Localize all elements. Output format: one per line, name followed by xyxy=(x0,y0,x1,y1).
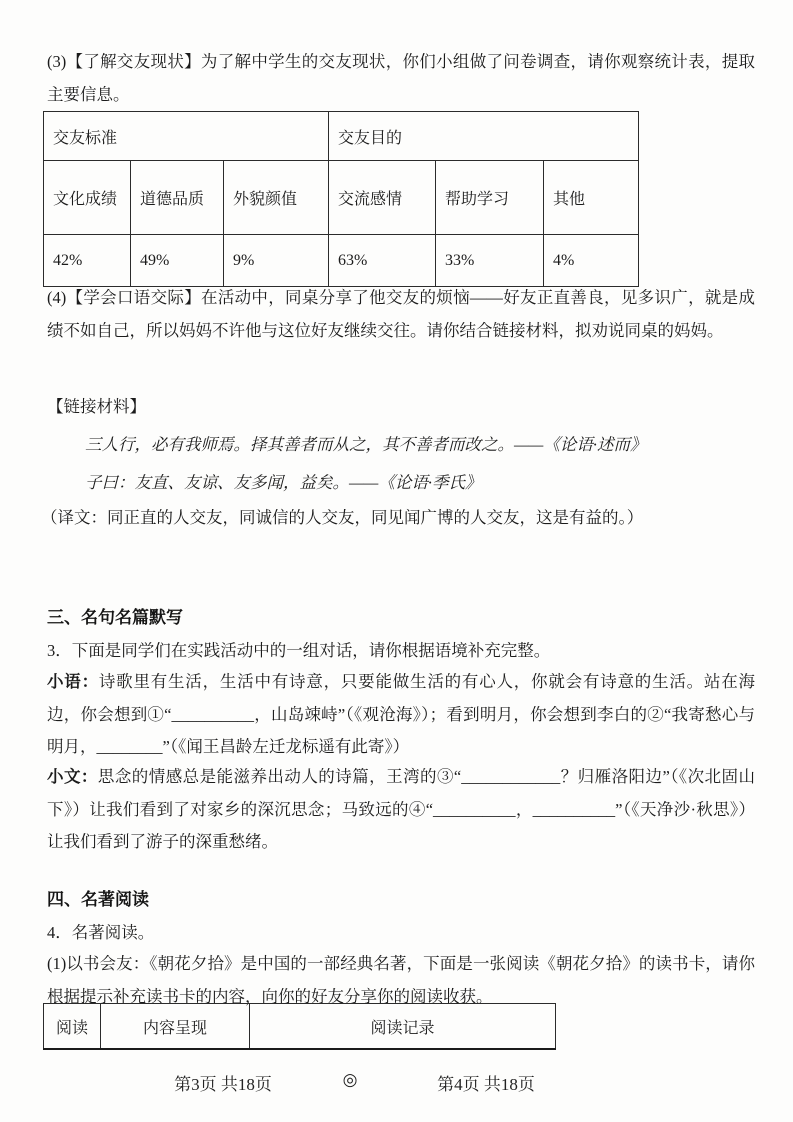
dialogue-xiaoyu xyxy=(47,666,755,764)
analects-quote-shuer: 三人行，必有我师焉。择其善者而从之，其不善者而改之。——《论语·述而》 xyxy=(85,435,647,454)
analects-quote-jishi: 子曰：友直、友谅、友多闻，益矣。——《论语·季氏》 xyxy=(85,473,482,492)
section-4-heading-block xyxy=(47,885,755,915)
link-material-quote2-block xyxy=(47,468,755,498)
page-number-left: 第3页 共18页 xyxy=(174,1075,272,1094)
survey-table-value-row xyxy=(44,235,639,287)
speaker-xiaoyu-label: 小语： xyxy=(47,673,99,691)
reading-card-col-record: 阅读记录 xyxy=(250,1004,556,1050)
survey-group-criteria: 交友标准 xyxy=(44,112,329,161)
survey-group-purpose: 交友目的 xyxy=(329,112,639,161)
survey-val-4: 33% xyxy=(436,235,544,287)
survey-table-block xyxy=(43,111,751,287)
link-material-quote1-block xyxy=(47,430,755,460)
survey-val-2: 9% xyxy=(224,235,329,287)
link-material-title: 【链接材料】 xyxy=(47,397,146,416)
footer-separator-icon: ◎ xyxy=(342,1070,358,1089)
speaker-xiaowen-label: 小文： xyxy=(47,768,98,786)
question-3-3-block xyxy=(47,45,755,111)
question-4-intro: 4．名著阅读。 xyxy=(47,923,155,942)
survey-table-category-row xyxy=(44,161,639,235)
survey-table-group-header-row xyxy=(44,112,639,161)
link-material-translation-block xyxy=(41,503,749,533)
question-3-3-text: (3)【了解交友现状】为了解中学生的交友现状，你们小组做了问卷调查，请你观察统计表，提取主要信息。 xyxy=(47,52,755,104)
dialogue-xiaoyu-block xyxy=(47,666,755,764)
question-4-1-text: (1)以书会友：《朝花夕拾》是中国的一部经典名著，下面是一张阅读《朝花夕拾》的读书卡，请你根据提示补充读书卡的内容，向你的好友分享你的阅读收获。 xyxy=(47,954,755,1006)
page-content xyxy=(41,0,756,1122)
question-4-intro-block xyxy=(47,916,755,949)
survey-val-3: 63% xyxy=(329,235,436,287)
reading-card-table xyxy=(43,1003,556,1050)
dialogue-xiaoyu-text: 诗歌里有生活，生活中有诗意，只要能做生活的有心人，你就会有诗意的生活。站在海边，你会想到①“__________，山岛竦峙”（《观沧海》）；看到明月，你会想到李白的②“我寄愁心与明月，________”（《闻王昌龄左迁龙标遥有此寄》） xyxy=(47,672,756,756)
question-3-intro-block xyxy=(47,634,755,667)
survey-val-5: 4% xyxy=(544,235,639,287)
translation-text: （译文：同正直的人交友，同诚信的人交友，同见闻广博的人交友，这是有益的。） xyxy=(41,508,644,527)
survey-val-1: 49% xyxy=(131,235,224,287)
reading-card-table-block xyxy=(43,1003,751,1050)
question-3-4-block xyxy=(47,281,755,347)
link-material-block xyxy=(47,392,755,422)
survey-col-2: 外貌颜值 xyxy=(224,161,329,235)
dialogue-xiaowen xyxy=(47,761,755,859)
survey-val-0: 42% xyxy=(44,235,131,287)
question-3-4-text: (4)【学会口语交际】在活动中，同桌分享了他交友的烦恼——好友正直善良，见多识广，就是成绩不如自己，所以妈妈不许他与这位好友继续交往。请你结合链接材料，拟劝说同桌的妈妈。 xyxy=(47,288,755,340)
section-3-heading: 三、名句名篇默写 xyxy=(47,608,183,627)
section-3-heading-block xyxy=(47,603,755,633)
survey-col-4: 帮助学习 xyxy=(436,161,544,235)
question-3-intro: 3．下面是同学们在实践活动中的一组对话，请你根据语境补充完整。 xyxy=(47,641,551,660)
survey-col-3: 交流感情 xyxy=(329,161,436,235)
reading-card-header-row xyxy=(44,1004,556,1050)
survey-col-1: 道德品质 xyxy=(131,161,224,235)
dialogue-xiaowen-block xyxy=(47,761,755,859)
page-number-right: 第4页 共18页 xyxy=(437,1075,535,1094)
reading-card-col-reading: 阅读 xyxy=(44,1004,101,1050)
reading-card-col-content: 内容呈现 xyxy=(101,1004,250,1050)
survey-col-0: 文化成绩 xyxy=(44,161,131,235)
survey-table xyxy=(43,111,639,287)
dialogue-xiaowen-text: 思念的情感总是能滋养出动人的诗篇，王湾的③“____________？归雁洛阳边”（《次北固山下》）让我们看到了对家乡的深沉思念；马致远的④“__________，__________”（《天净沙·秋思》）让我们看到了游子的深重愁绪。 xyxy=(47,767,755,851)
survey-col-5: 其他 xyxy=(544,161,639,235)
section-4-heading: 四、名著阅读 xyxy=(47,890,149,909)
